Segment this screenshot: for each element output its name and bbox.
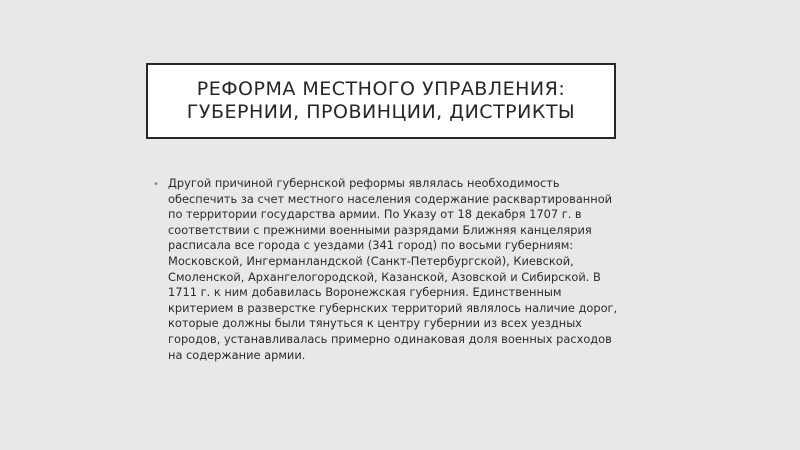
body-line: 1711 г. к ним добавилась Воронежская губерния. Единственным — [168, 285, 562, 300]
title-box — [146, 63, 616, 139]
body-line: критерием в разверстке губернских территорий являлось наличие дорог, — [168, 300, 618, 315]
body-line: на содержание армии. — [168, 347, 306, 362]
slide-title-line-1: РЕФОРМА МЕСТНОГО УПРАВЛЕНИЯ: — [196, 78, 566, 100]
body-line: Другой причиной губернской реформы являлась необходимость — [168, 176, 560, 190]
body-line: по территории государства армии. По Указу от 18 декабря 1707 г. в — [168, 207, 582, 222]
body-line: соответствии с прежними военными разрядами Ближняя канцелярия — [168, 222, 592, 237]
slide-title-line-2: ГУБЕРНИИ, ПРОВИНЦИИ, ДИСТРИКТЫ — [186, 101, 576, 123]
body-line: Московской, Ингерманландской (Санкт-Петербургской), Киевской, — [168, 253, 574, 268]
body-line: Смоленской, Архангелогородской, Казанской, Азовской и Сибирской. В — [168, 269, 601, 284]
bullet-icon: • — [153, 179, 159, 190]
body-line: расписала все города с уездами (341 город) по восьми губерниям: — [168, 238, 574, 253]
body-line: городов, устанавливалась примерно одинаковая доля военных расходов — [168, 331, 612, 346]
body-line: обеспечить за счет местного населения содержание расквартированной — [168, 191, 613, 206]
body-line: которые должны были тянуться к центру губернии из всех уездных — [168, 316, 582, 331]
body-paragraph — [168, 176, 633, 363]
